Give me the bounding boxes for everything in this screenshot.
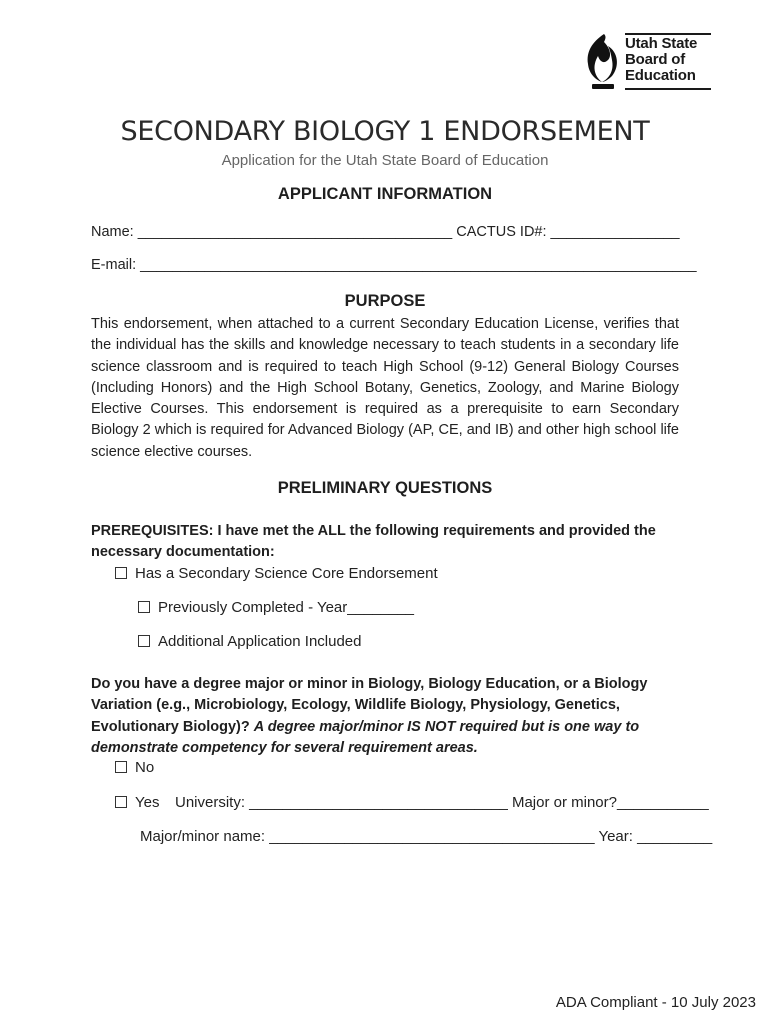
checkbox-icon[interactable] — [115, 761, 127, 773]
logo-line-3: Education — [625, 67, 696, 84]
flame-icon — [582, 32, 622, 92]
checkbox-degree-yes[interactable] — [115, 794, 159, 811]
checkbox-icon[interactable] — [115, 567, 127, 579]
major-minor-field[interactable]: Major/minor name: _______________________________________ Year: _________ — [140, 828, 713, 845]
checkbox-label: Previously Completed - Year________ — [158, 599, 415, 616]
footer-ada: ADA Compliant - 10 July 2023 — [555, 994, 756, 1011]
degree-question-note: A degree major/minor IS NOT required but is one way to demonstrate competency for several requirement areas. — [91, 718, 640, 756]
checkbox-previously-completed[interactable] — [138, 599, 414, 616]
preliminary-heading: PRELIMINARY QUESTIONS — [277, 479, 493, 497]
logo-rule-bottom — [625, 88, 711, 90]
logo-line-2: Board of — [625, 51, 686, 68]
degree-question — [91, 674, 681, 759]
checkbox-label: Yes — [135, 794, 160, 811]
prerequisites-text: PREREQUISITES: I have met the ALL the following requirements and provided the necessary documentation: — [91, 523, 656, 561]
checkbox-label: Additional Application Included — [158, 633, 362, 650]
checkbox-degree-no[interactable] — [115, 759, 154, 776]
logo-wordmark — [625, 36, 697, 84]
checkbox-label: No — [135, 759, 155, 776]
checkbox-additional-application[interactable] — [138, 633, 361, 650]
checkbox-label: Has a Secondary Science Core Endorsement — [135, 565, 438, 582]
applicant-heading: APPLICANT INFORMATION — [277, 185, 493, 203]
name-field[interactable]: Name: _______________________________________ CACTUS ID#: ________________ — [91, 224, 680, 240]
degree-question-main: Do you have a degree major or minor in Biology, Biology Education, or a Biology Variation (e.g., Microbiology, Ecology, Wildlife Biology, Physiology, Genetics, Evolutionary Biology)? — [91, 676, 648, 735]
checkbox-icon[interactable] — [115, 796, 127, 808]
logo-line-1: Utah State — [625, 35, 698, 52]
checkbox-core-endorsement[interactable] — [115, 565, 438, 582]
email-field[interactable]: E-mail: _____________________________________________________________________ — [91, 257, 697, 273]
purpose-text: This endorsement, when attached to a current Secondary Education License, verifies that the individual has the skills and knowledge necessary to teach students in a secondary life science classroom and is required to teach High School (9-12) General Biology Courses (Including Honors) and the High School Botany, Genetics, Zoology, and Marine Biology Elective Courses. This endorsement is required as a prerequisite to earn Secondary Biology 2 which is required for Advanced Biology (AP, CE, and IB) and other high school life science elective courses. — [91, 316, 679, 460]
page-subtitle: Application for the Utah State Board of Education — [221, 152, 549, 169]
checkbox-icon[interactable] — [138, 601, 150, 613]
purpose-heading: PURPOSE — [344, 292, 426, 310]
usbe-logo — [582, 32, 712, 92]
page-title: SECONDARY BIOLOGY 1 ENDORSEMENT — [120, 116, 650, 147]
checkbox-icon[interactable] — [138, 635, 150, 647]
university-field[interactable]: University: _______________________________ Major or minor?___________ — [175, 794, 709, 811]
